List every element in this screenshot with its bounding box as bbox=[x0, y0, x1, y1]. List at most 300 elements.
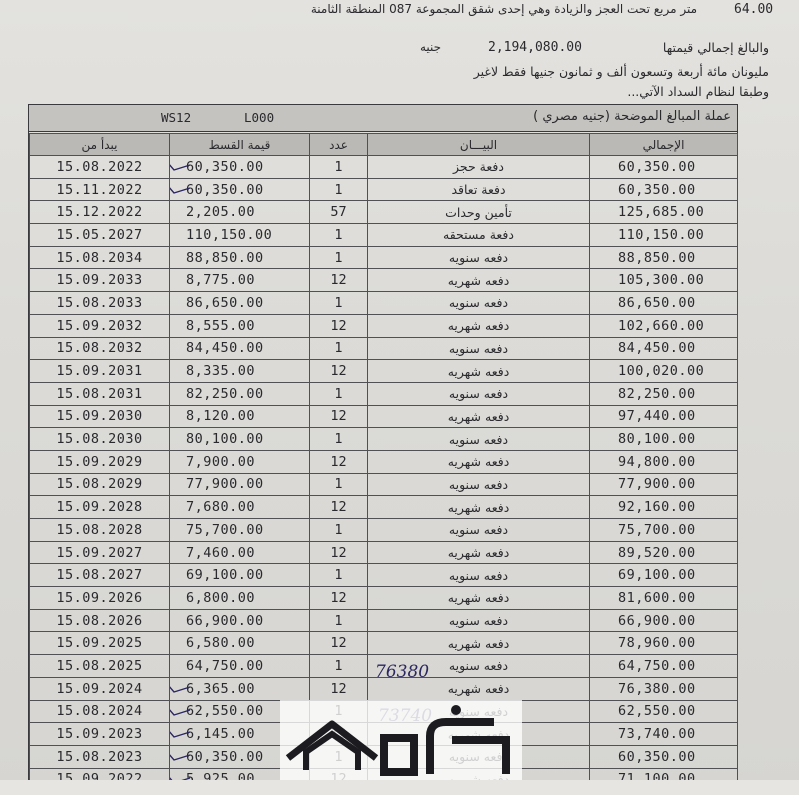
count-cell bbox=[310, 292, 368, 315]
total-cell bbox=[590, 632, 738, 655]
description-cell-text: دفعه شهريه bbox=[447, 363, 510, 379]
start-date-cell bbox=[30, 360, 170, 383]
start-date-cell bbox=[30, 564, 170, 587]
table-row bbox=[30, 314, 738, 337]
total-cell bbox=[590, 609, 738, 632]
total-cell bbox=[590, 156, 738, 179]
table-caption bbox=[29, 105, 737, 132]
total-cell-text: 75,700.00 bbox=[618, 521, 696, 538]
total-cell-text: 110,150.00 bbox=[618, 226, 705, 243]
total-cell-text: 88,850.00 bbox=[618, 249, 696, 266]
start-date-cell bbox=[30, 655, 170, 678]
table-row bbox=[30, 382, 738, 405]
count-cell-text: 12 bbox=[330, 363, 347, 380]
start-date-cell-text: 15.08.2030 bbox=[56, 431, 143, 448]
caption-code-1: WS12 bbox=[161, 110, 192, 125]
installment-cell-text: 6,800.00 bbox=[186, 589, 256, 606]
description-cell bbox=[368, 564, 590, 587]
start-date-cell bbox=[30, 677, 170, 700]
description-cell bbox=[368, 473, 590, 496]
start-date-cell bbox=[30, 723, 170, 746]
count-cell-text: 12 bbox=[330, 317, 347, 334]
count-cell bbox=[310, 314, 368, 337]
count-cell-text: 1 bbox=[334, 181, 343, 198]
count-cell bbox=[310, 632, 368, 655]
installment-cell-text: 60,350.00 bbox=[186, 181, 264, 198]
start-date-cell-text: 15.05.2027 bbox=[56, 226, 143, 243]
total-value-currency: جنيه bbox=[420, 40, 442, 54]
installment-cell bbox=[170, 269, 310, 292]
start-date-cell-text: 15.08.2023 bbox=[56, 748, 143, 765]
caption-code-2: L000 bbox=[244, 110, 275, 125]
table-row bbox=[30, 224, 738, 247]
count-cell-text: 1 bbox=[334, 431, 343, 448]
total-cell bbox=[590, 519, 738, 542]
start-date-cell bbox=[30, 609, 170, 632]
column-header-installment: قيمة القسط bbox=[170, 134, 310, 156]
description-cell-text: تأمين وحدات bbox=[445, 204, 512, 220]
table-body bbox=[30, 156, 738, 791]
description-cell bbox=[368, 292, 590, 315]
total-cell-text: 92,160.00 bbox=[618, 499, 696, 516]
installment-cell-text: 66,900.00 bbox=[186, 612, 264, 629]
table-row bbox=[30, 405, 738, 428]
description-cell bbox=[368, 519, 590, 542]
total-cell-text: 105,300.00 bbox=[618, 272, 705, 289]
total-cell-text: 77,900.00 bbox=[618, 476, 696, 493]
start-date-cell-text: 15.09.2025 bbox=[56, 635, 143, 652]
total-cell-text: 100,020.00 bbox=[618, 363, 705, 380]
start-date-cell-text: 15.09.2028 bbox=[56, 499, 143, 516]
description-cell-text: دفعه سنويه bbox=[448, 613, 509, 629]
description-cell-text: دفعه سنويه bbox=[448, 567, 509, 583]
description-cell bbox=[368, 428, 590, 451]
start-date-cell-text: 15.08.2033 bbox=[56, 294, 143, 311]
total-cell-text: 80,100.00 bbox=[618, 431, 696, 448]
start-date-cell bbox=[30, 700, 170, 723]
installment-cell bbox=[170, 337, 310, 360]
installment-cell-text: 2,205.00 bbox=[186, 204, 256, 221]
table-row bbox=[30, 201, 738, 224]
total-cell bbox=[590, 405, 738, 428]
description-cell bbox=[368, 450, 590, 473]
description-cell-text: دفعة تعاقد bbox=[451, 182, 506, 198]
description-cell bbox=[368, 201, 590, 224]
total-cell-text: 84,450.00 bbox=[618, 340, 696, 357]
total-cell-text: 81,600.00 bbox=[618, 589, 696, 606]
start-date-cell bbox=[30, 519, 170, 542]
count-cell-text: 12 bbox=[330, 499, 347, 516]
total-cell-text: 86,650.00 bbox=[618, 294, 696, 311]
table-row bbox=[30, 450, 738, 473]
installment-cell bbox=[170, 428, 310, 451]
start-date-cell-text: 15.09.2027 bbox=[56, 544, 143, 561]
description-cell bbox=[368, 156, 590, 179]
start-date-cell bbox=[30, 496, 170, 519]
unit-area: 64.00 bbox=[734, 2, 774, 17]
column-header-start: يبدأ من bbox=[30, 134, 170, 156]
start-date-cell bbox=[30, 269, 170, 292]
description-cell bbox=[368, 405, 590, 428]
total-cell-text: 73,740.00 bbox=[618, 726, 696, 743]
description-cell bbox=[368, 178, 590, 201]
count-cell-text: 12 bbox=[330, 408, 347, 425]
total-cell bbox=[590, 337, 738, 360]
count-cell bbox=[310, 450, 368, 473]
table-row bbox=[30, 587, 738, 610]
total-cell bbox=[590, 677, 738, 700]
description-cell-text: دفعه سنويه bbox=[448, 340, 509, 356]
installment-cell-text: 6,145.00 bbox=[186, 726, 256, 743]
total-cell bbox=[590, 360, 738, 383]
total-cell-text: 69,100.00 bbox=[618, 567, 696, 584]
description-cell-text: دفعه شهريه bbox=[447, 681, 510, 697]
installment-cell-text: 8,775.00 bbox=[186, 272, 256, 289]
total-cell bbox=[590, 292, 738, 315]
total-cell-text: 64,750.00 bbox=[618, 657, 696, 674]
installment-cell-text: 8,120.00 bbox=[186, 408, 256, 425]
installment-cell-text: 6,580.00 bbox=[186, 635, 256, 652]
table-header-row bbox=[30, 134, 738, 156]
table-row bbox=[30, 496, 738, 519]
start-date-cell-text: 15.08.2024 bbox=[56, 703, 143, 720]
table-row bbox=[30, 473, 738, 496]
description-cell-text: دفعه شهريه bbox=[447, 590, 510, 606]
start-date-cell bbox=[30, 450, 170, 473]
count-cell-text: 12 bbox=[330, 544, 347, 561]
start-date-cell bbox=[30, 314, 170, 337]
total-cell bbox=[590, 564, 738, 587]
start-date-cell-text: 15.09.2026 bbox=[56, 589, 143, 606]
total-cell bbox=[590, 246, 738, 269]
watermark-logo bbox=[280, 700, 522, 780]
installment-cell-text: 60,350.00 bbox=[186, 748, 264, 765]
installment-cell bbox=[170, 632, 310, 655]
start-date-cell-text: 15.09.2030 bbox=[56, 408, 143, 425]
start-date-cell-text: 15.08.2027 bbox=[56, 567, 143, 584]
count-cell bbox=[310, 246, 368, 269]
total-cell-text: 102,660.00 bbox=[618, 317, 705, 334]
total-cell-text: 82,250.00 bbox=[618, 385, 696, 402]
total-cell-text: 76,380.00 bbox=[618, 680, 696, 697]
count-cell bbox=[310, 564, 368, 587]
installment-cell bbox=[170, 564, 310, 587]
description-cell-text: دفعه سنويه bbox=[448, 658, 509, 674]
table-row bbox=[30, 519, 738, 542]
installment-cell bbox=[170, 224, 310, 247]
installment-cell-text: 7,900.00 bbox=[186, 453, 256, 470]
total-cell bbox=[590, 178, 738, 201]
total-cell bbox=[590, 201, 738, 224]
total-cell bbox=[590, 496, 738, 519]
description-cell-text: دفعه سنويه bbox=[448, 522, 509, 538]
installment-cell-text: 7,680.00 bbox=[186, 499, 256, 516]
installment-cell-text: 86,650.00 bbox=[186, 294, 264, 311]
total-value-label: والبالغ إجمالي قيمتها bbox=[662, 40, 769, 55]
installment-cell bbox=[170, 473, 310, 496]
check-mark-icon bbox=[170, 160, 193, 172]
count-cell bbox=[310, 473, 368, 496]
description-cell bbox=[368, 360, 590, 383]
schedule-grid bbox=[29, 133, 738, 791]
installment-cell-text: 80,100.00 bbox=[186, 431, 264, 448]
description-cell-text: دفعه شهريه bbox=[447, 499, 510, 515]
description-cell-text: دفعه سنويه bbox=[448, 295, 509, 311]
start-date-cell-text: 15.09.2031 bbox=[56, 363, 143, 380]
start-date-cell bbox=[30, 337, 170, 360]
description-cell bbox=[368, 609, 590, 632]
total-cell-text: 125,685.00 bbox=[618, 204, 705, 221]
installment-cell-text: 62,550.00 bbox=[186, 703, 264, 720]
count-cell bbox=[310, 587, 368, 610]
installment-cell bbox=[170, 541, 310, 564]
start-date-cell-text: 15.08.2028 bbox=[56, 521, 143, 538]
total-cell-text: 89,520.00 bbox=[618, 544, 696, 561]
start-date-cell-text: 15.12.2022 bbox=[56, 204, 143, 221]
count-cell bbox=[310, 609, 368, 632]
table-row bbox=[30, 292, 738, 315]
handwritten-note-1: 76380 bbox=[375, 662, 430, 682]
description-cell-text: دفعة حجز bbox=[453, 159, 504, 175]
table-row bbox=[30, 178, 738, 201]
total-cell bbox=[590, 723, 738, 746]
installment-cell-text: 6,365.00 bbox=[186, 680, 256, 697]
installment-cell-text: 75,700.00 bbox=[186, 521, 264, 538]
installment-cell-text: 7,460.00 bbox=[186, 544, 256, 561]
count-cell-text: 1 bbox=[334, 521, 343, 538]
start-date-cell-text: 15.08.2032 bbox=[56, 340, 143, 357]
description-cell bbox=[368, 246, 590, 269]
installment-cell bbox=[170, 178, 310, 201]
table-row bbox=[30, 156, 738, 179]
count-cell bbox=[310, 156, 368, 179]
count-cell bbox=[310, 519, 368, 542]
count-cell-text: 1 bbox=[334, 340, 343, 357]
description-cell bbox=[368, 224, 590, 247]
total-cell-text: 97,440.00 bbox=[618, 408, 696, 425]
table-row bbox=[30, 541, 738, 564]
installment-cell-text: 69,100.00 bbox=[186, 567, 264, 584]
total-cell-text: 62,550.00 bbox=[618, 703, 696, 720]
description-cell-text: دفعه شهريه bbox=[447, 454, 510, 470]
installment-cell bbox=[170, 655, 310, 678]
description-cell bbox=[368, 496, 590, 519]
start-date-cell bbox=[30, 541, 170, 564]
total-cell bbox=[590, 745, 738, 768]
total-cell bbox=[590, 224, 738, 247]
installment-cell bbox=[170, 609, 310, 632]
amount-in-words: مليونان مائة أربعة وتسعون ألف و ثمانون جنيها فقط لاغير bbox=[473, 64, 769, 79]
start-date-cell-text: 15.08.2022 bbox=[56, 158, 143, 175]
count-cell-text: 12 bbox=[330, 589, 347, 606]
check-mark-icon bbox=[170, 682, 193, 694]
installment-cell bbox=[170, 156, 310, 179]
count-cell-text: 1 bbox=[334, 612, 343, 629]
installment-cell bbox=[170, 405, 310, 428]
table-row bbox=[30, 609, 738, 632]
count-cell bbox=[310, 360, 368, 383]
start-date-cell bbox=[30, 382, 170, 405]
installment-cell bbox=[170, 587, 310, 610]
total-cell-text: 60,350.00 bbox=[618, 158, 696, 175]
installment-cell-text: 77,900.00 bbox=[186, 476, 264, 493]
house-logo-icon bbox=[280, 700, 522, 780]
installment-cell bbox=[170, 382, 310, 405]
count-cell bbox=[310, 201, 368, 224]
start-date-cell-text: 15.09.2023 bbox=[56, 726, 143, 743]
installment-cell-text: 110,150.00 bbox=[186, 226, 273, 243]
total-cell bbox=[590, 541, 738, 564]
installment-cell bbox=[170, 519, 310, 542]
installment-cell-text: 60,350.00 bbox=[186, 158, 264, 175]
description-cell bbox=[368, 269, 590, 292]
check-mark-icon bbox=[170, 727, 193, 739]
description-cell-text: دفعه سنويه bbox=[448, 476, 509, 492]
description-cell-text: دفعه سنويه bbox=[448, 386, 509, 402]
table-row bbox=[30, 360, 738, 383]
total-cell-text: 66,900.00 bbox=[618, 612, 696, 629]
total-cell bbox=[590, 587, 738, 610]
start-date-cell-text: 15.09.2029 bbox=[56, 453, 143, 470]
count-cell bbox=[310, 224, 368, 247]
description-cell bbox=[368, 337, 590, 360]
start-date-cell-text: 15.08.2031 bbox=[56, 385, 143, 402]
total-cell bbox=[590, 428, 738, 451]
start-date-cell-text: 15.11.2022 bbox=[56, 181, 143, 198]
start-date-cell-text: 15.08.2034 bbox=[56, 249, 143, 266]
table-row bbox=[30, 632, 738, 655]
description-cell-text: دفعه شهريه bbox=[447, 545, 510, 561]
count-cell-text: 1 bbox=[334, 294, 343, 311]
count-cell-text: 12 bbox=[330, 635, 347, 652]
start-date-cell-text: 15.09.2024 bbox=[56, 680, 143, 697]
description-cell-text: دفعه سنويه bbox=[448, 250, 509, 266]
count-cell bbox=[310, 178, 368, 201]
count-cell-text: 1 bbox=[334, 385, 343, 402]
count-cell bbox=[310, 405, 368, 428]
start-date-cell bbox=[30, 201, 170, 224]
check-mark-icon bbox=[170, 750, 193, 762]
description-cell-text: دفعة مستحقه bbox=[443, 227, 514, 243]
description-cell bbox=[368, 541, 590, 564]
description-cell bbox=[368, 587, 590, 610]
total-cell-text: 94,800.00 bbox=[618, 453, 696, 470]
column-header-description: البيـــان bbox=[368, 134, 590, 156]
start-date-cell bbox=[30, 405, 170, 428]
column-header-count: عدد bbox=[310, 134, 368, 156]
installment-cell-text: 64,750.00 bbox=[186, 657, 264, 674]
installment-cell bbox=[170, 450, 310, 473]
count-cell bbox=[310, 677, 368, 700]
total-cell bbox=[590, 655, 738, 678]
count-cell-text: 1 bbox=[334, 657, 343, 674]
total-value-amount: 2,194,080.00 bbox=[488, 40, 582, 55]
count-cell-text: 12 bbox=[330, 272, 347, 289]
installment-cell bbox=[170, 292, 310, 315]
check-mark-icon bbox=[170, 183, 193, 195]
count-cell-text: 1 bbox=[334, 158, 343, 175]
count-cell bbox=[310, 541, 368, 564]
total-cell bbox=[590, 382, 738, 405]
installment-cell bbox=[170, 201, 310, 224]
installment-cell bbox=[170, 496, 310, 519]
table-row bbox=[30, 564, 738, 587]
description-cell-text: دفعه شهريه bbox=[447, 408, 510, 424]
count-cell bbox=[310, 428, 368, 451]
count-cell bbox=[310, 655, 368, 678]
column-header-total: الإجمالي bbox=[590, 134, 738, 156]
description-cell-text: دفعه شهريه bbox=[447, 272, 510, 288]
total-cell bbox=[590, 314, 738, 337]
count-cell bbox=[310, 269, 368, 292]
start-date-cell-text: 15.08.2026 bbox=[56, 612, 143, 629]
check-mark-icon bbox=[170, 705, 193, 717]
total-cell-text: 60,350.00 bbox=[618, 181, 696, 198]
start-date-cell bbox=[30, 632, 170, 655]
total-cell-text: 60,350.00 bbox=[618, 748, 696, 765]
installment-cell-text: 84,450.00 bbox=[186, 340, 264, 357]
count-cell bbox=[310, 337, 368, 360]
count-cell-text: 12 bbox=[330, 680, 347, 697]
table-row bbox=[30, 428, 738, 451]
start-date-cell-text: 15.08.2029 bbox=[56, 476, 143, 493]
start-date-cell bbox=[30, 745, 170, 768]
table-row bbox=[30, 337, 738, 360]
count-cell bbox=[310, 382, 368, 405]
start-date-cell bbox=[30, 292, 170, 315]
installment-cell bbox=[170, 677, 310, 700]
count-cell-text: 1 bbox=[334, 476, 343, 493]
start-date-cell bbox=[30, 246, 170, 269]
count-cell-text: 1 bbox=[334, 249, 343, 266]
start-date-cell-text: 15.09.2033 bbox=[56, 272, 143, 289]
total-cell bbox=[590, 473, 738, 496]
count-cell-text: 1 bbox=[334, 567, 343, 584]
installment-cell-text: 8,335.00 bbox=[186, 363, 256, 380]
total-cell bbox=[590, 269, 738, 292]
start-date-cell bbox=[30, 178, 170, 201]
start-date-cell bbox=[30, 587, 170, 610]
count-cell bbox=[310, 496, 368, 519]
description-cell bbox=[368, 314, 590, 337]
installment-cell bbox=[170, 246, 310, 269]
start-date-cell-text: 15.08.2025 bbox=[56, 657, 143, 674]
total-cell bbox=[590, 450, 738, 473]
installment-cell-text: 82,250.00 bbox=[186, 385, 264, 402]
start-date-cell-text: 15.09.2032 bbox=[56, 317, 143, 334]
count-cell-text: 12 bbox=[330, 453, 347, 470]
start-date-cell bbox=[30, 156, 170, 179]
count-cell-text: 57 bbox=[330, 204, 347, 221]
payment-plan-intro: وطبقا لنظام السداد الآتي... bbox=[627, 84, 769, 99]
table-row bbox=[30, 246, 738, 269]
installment-cell-text: 88,850.00 bbox=[186, 249, 264, 266]
installment-cell bbox=[170, 360, 310, 383]
description-cell-text: دفعه سنويه bbox=[448, 431, 509, 447]
description-cell-text: دفعه شهريه bbox=[447, 318, 510, 334]
start-date-cell bbox=[30, 473, 170, 496]
description-cell-text: دفعه شهريه bbox=[447, 635, 510, 651]
total-cell-text: 78,960.00 bbox=[618, 635, 696, 652]
installment-cell bbox=[170, 314, 310, 337]
description-cell bbox=[368, 382, 590, 405]
count-cell-text: 1 bbox=[334, 226, 343, 243]
start-date-cell bbox=[30, 224, 170, 247]
total-cell bbox=[590, 700, 738, 723]
unit-description: متر مربع تحت العجز والزيادة وهي إحدى شقق المجموعة 087 المنطقة الثامنة bbox=[310, 2, 697, 16]
installment-cell-text: 8,555.00 bbox=[186, 317, 256, 334]
start-date-cell bbox=[30, 428, 170, 451]
